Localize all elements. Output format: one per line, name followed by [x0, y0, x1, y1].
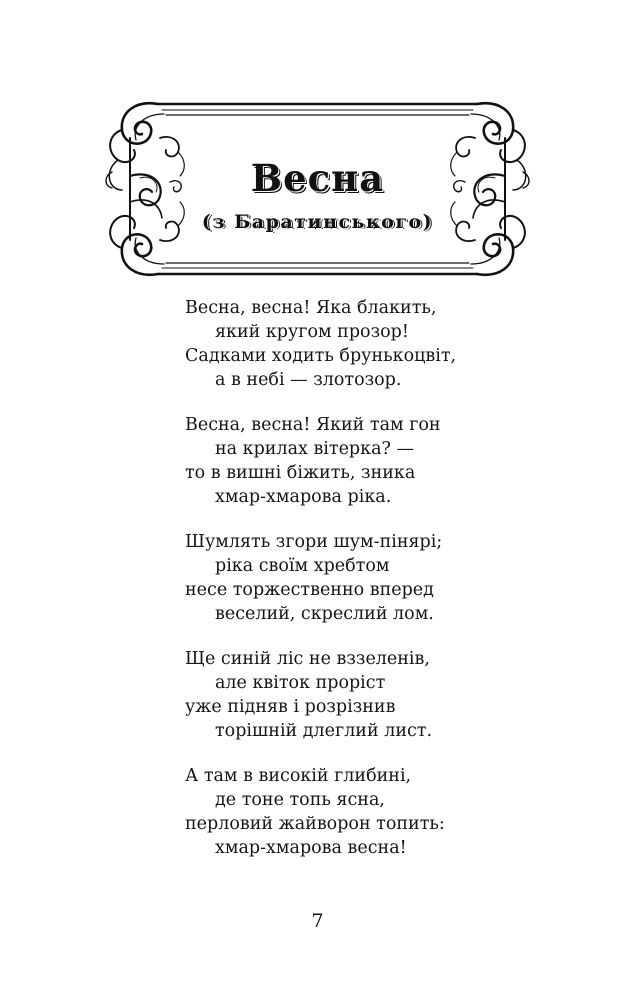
stanza: [185, 647, 585, 743]
poem-line: який кругом прозор!: [215, 322, 409, 342]
poem-line: але квіток проріст: [215, 673, 386, 693]
poem-body: [185, 296, 585, 881]
poem-line: а в небі — злотозор.: [215, 370, 402, 390]
poem-line: на крилах вітерка? —: [215, 439, 414, 459]
poem-line: Садками ходить брунькоцвіт,: [185, 346, 457, 366]
poem-line: уже підняв і розрізнив: [185, 697, 396, 717]
stanza: [185, 413, 585, 509]
stanza: [185, 296, 585, 392]
poem-line: веселий, скреслий лом.: [215, 604, 434, 624]
title-ornamental-frame: [100, 78, 535, 300]
poem-line: де тоне топь ясна,: [215, 790, 385, 810]
poem-line: Весна, весна! Яка блакить,: [185, 298, 437, 318]
poem-subtitle: (з Баратинського): [201, 211, 434, 233]
poem-line: перловий жайворон топить:: [185, 814, 445, 834]
poem-line: Ще синій ліс не вззеленів,: [185, 649, 430, 669]
poem-line: торішній длеглий лист.: [215, 721, 433, 741]
stanza: [185, 764, 585, 860]
poem-line: хмар-хмарова ріка.: [215, 487, 392, 507]
poem-line: Шумлять згори шум-пінярі;: [185, 532, 443, 552]
poem-title: Весна: [250, 156, 385, 200]
poem-line: Весна, весна! Який там гон: [185, 415, 441, 435]
poem-line: ріка своїм хребтом: [215, 556, 390, 576]
poem-line: хмар-хмарова весна!: [215, 838, 407, 858]
poem-line: то в вишні біжить, зника: [185, 463, 416, 483]
stanza: [185, 530, 585, 626]
poem-line: несе торжественно вперед: [185, 580, 434, 600]
poem-line: А там в високій глибині,: [185, 766, 412, 786]
page-number: 7: [311, 910, 324, 932]
